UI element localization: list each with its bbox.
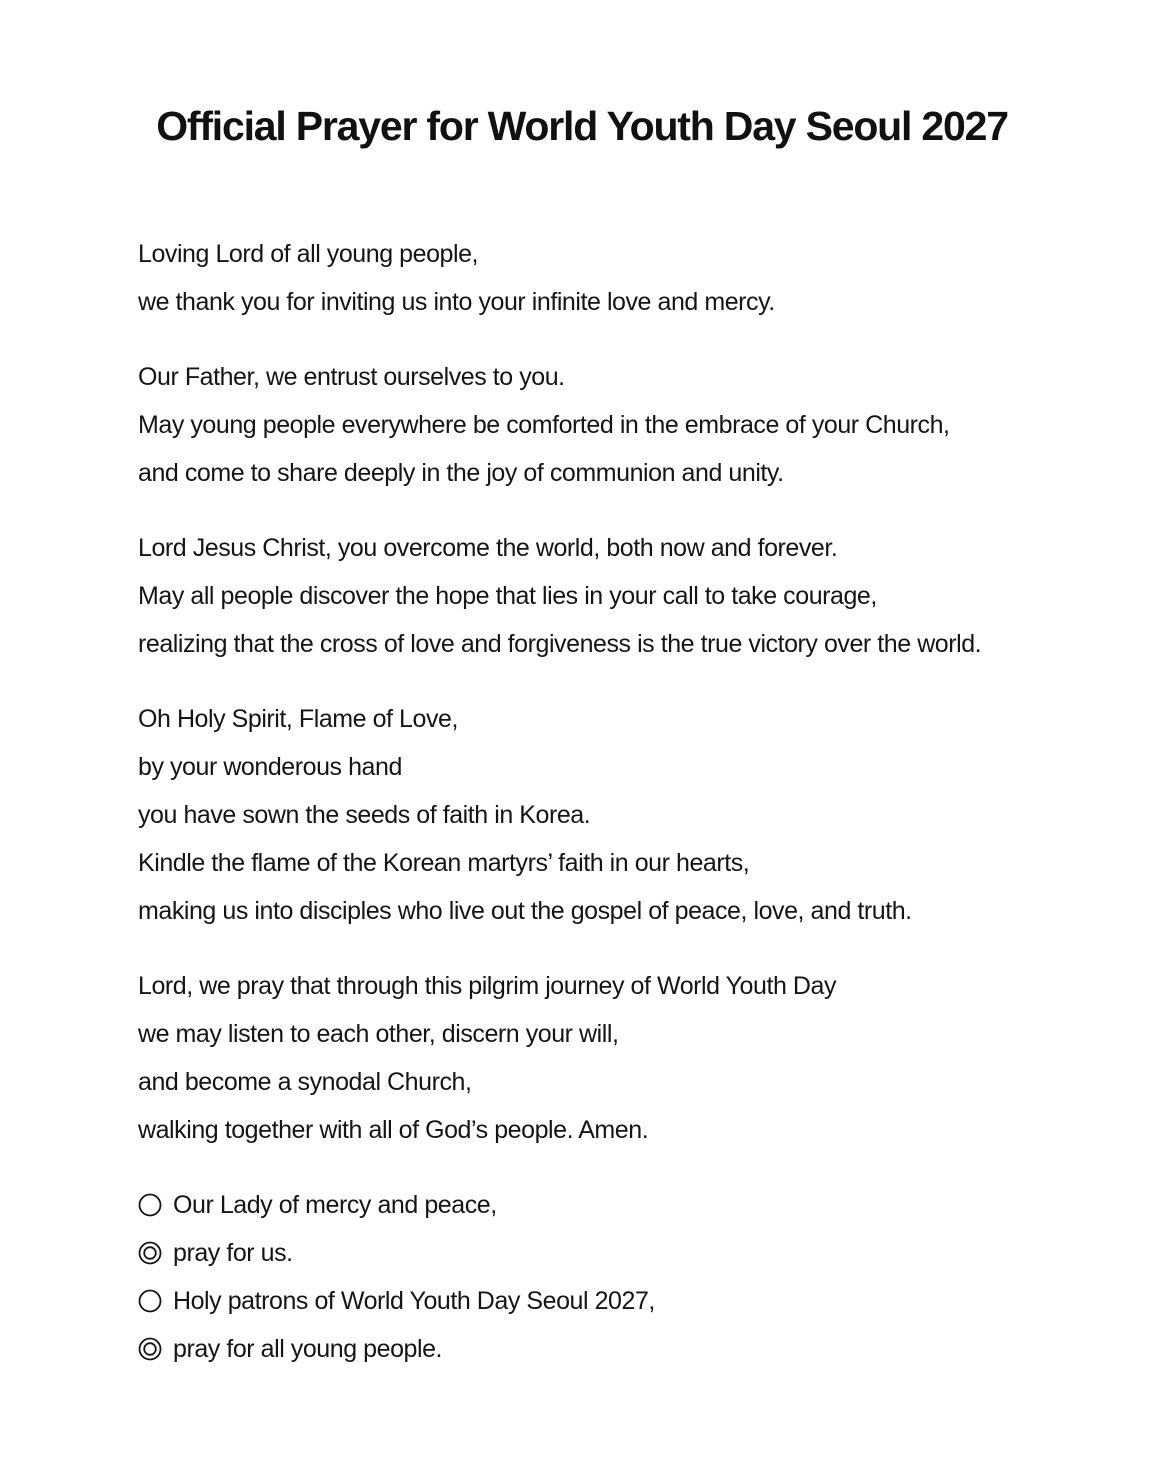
prayer-line: Lord Jesus Christ, you overcome the world, both now and forever. [138, 534, 838, 562]
prayer-line: May young people everywhere be comforted in the embrace of your Church, [138, 411, 950, 439]
prayer-line: Loving Lord of all young people, [138, 240, 479, 268]
page-title: Official Prayer for World Youth Day Seoul 2027 [156, 103, 1008, 149]
litany-text: pray for us. [173, 1238, 293, 1267]
prayer-line: we thank you for inviting us into your infinite love and mercy. [138, 288, 775, 316]
litany-line-response [138, 1325, 1078, 1373]
prayer-line: and come to share deeply in the joy of communion and unity. [138, 459, 784, 487]
stanza-1 [138, 230, 1078, 326]
stanza-5 [138, 962, 1078, 1154]
litany-line-response [138, 1229, 1078, 1277]
stanza-4 [138, 695, 1078, 935]
litany-text: Our Lady of mercy and peace, [173, 1190, 497, 1219]
prayer-line: by your wonderous hand [138, 753, 402, 781]
prayer-line: you have sown the seeds of faith in Korea. [138, 801, 591, 829]
prayer-line: we may listen to each other, discern your will, [138, 1020, 619, 1048]
prayer-line: making us into disciples who live out the gospel of peace, love, and truth. [138, 897, 912, 925]
prayer-line: Oh Holy Spirit, Flame of Love, [138, 705, 458, 733]
stanza-2 [138, 353, 1078, 497]
prayer-line: Our Father, we entrust ourselves to you. [138, 363, 565, 391]
litany-line-leader [138, 1181, 1078, 1229]
prayer-line: realizing that the cross of love and forgiveness is the true victory over the world. [138, 630, 982, 658]
litany-responses [138, 1181, 1078, 1373]
prayer-body [138, 230, 1078, 1373]
prayer-line: Lord, we pray that through this pilgrim journey of World Youth Day [138, 972, 837, 1000]
leader-circle-icon [138, 1289, 162, 1313]
prayer-line: May all people discover the hope that lies in your call to take courage, [138, 582, 877, 610]
prayer-line: walking together with all of God’s people. Amen. [138, 1116, 649, 1144]
litany-text: Holy patrons of World Youth Day Seoul 2027, [173, 1286, 655, 1315]
stanza-3 [138, 524, 1078, 668]
litany-text: pray for all young people. [173, 1334, 443, 1363]
leader-circle-icon [138, 1193, 162, 1217]
response-double-circle-icon [138, 1337, 162, 1361]
prayer-line: Kindle the flame of the Korean martyrs’ faith in our hearts, [138, 849, 750, 877]
response-double-circle-icon [138, 1241, 162, 1265]
litany-line-leader [138, 1277, 1078, 1325]
prayer-line: and become a synodal Church, [138, 1068, 472, 1096]
